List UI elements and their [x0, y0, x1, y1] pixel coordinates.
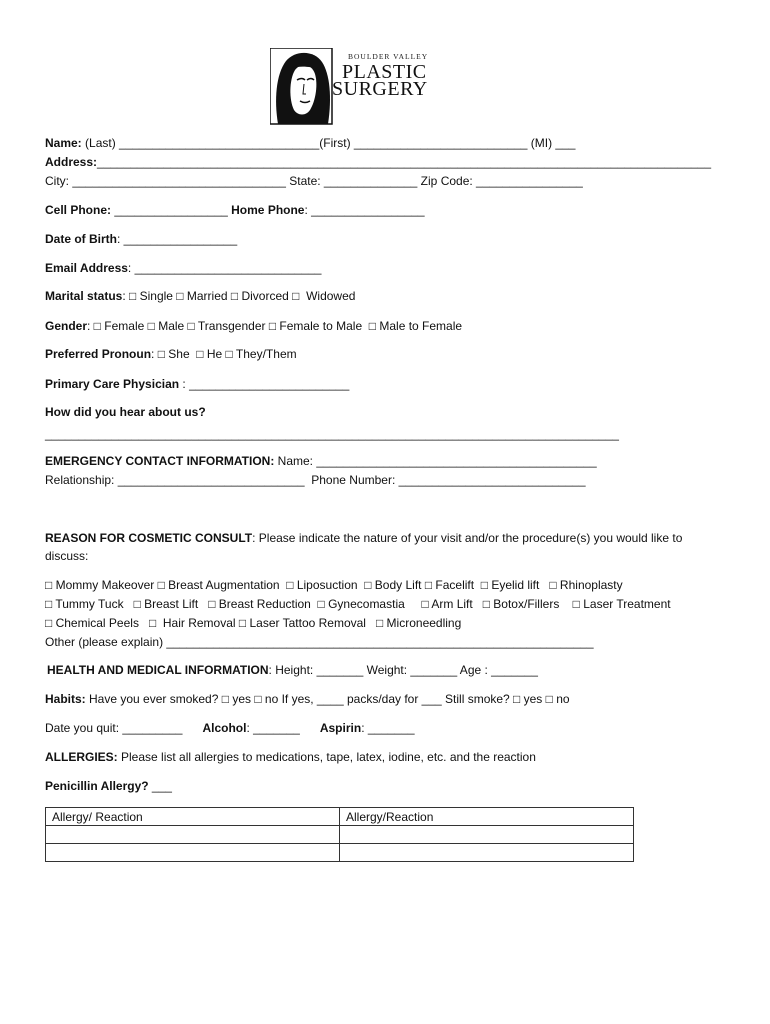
quit-alcohol-aspirin-row[interactable] [45, 720, 415, 736]
gender-options[interactable]: : □ Female □ Male □ Transgender □ Female to Male □ Male to Female [87, 319, 463, 333]
allergies-label: ALLERGIES: [45, 750, 118, 764]
pronoun-row[interactable] [45, 346, 297, 362]
penicillin-label: Penicillin Allergy? [45, 779, 149, 793]
pcp-label: Primary Care Physician [45, 377, 180, 391]
procedure-options-row-2[interactable]: □ Tummy Tuck □ Breast Lift □ Breast Reduction □ Gynecomastia □ Arm Lift □ Botox/Fillers □ Laser Treatment [45, 597, 671, 611]
name-fields[interactable]: (Last) ______________________________(First) __________________________ (MI) ___ [81, 136, 576, 150]
emergency-contact-name-field[interactable]: Name: __________________________________________ [274, 454, 597, 468]
habits-row[interactable] [45, 691, 570, 707]
email-row[interactable] [45, 260, 321, 276]
allergies-instructions: Please list all allergies to medications, tape, latex, iodine, etc. and the reaction [117, 750, 536, 764]
reason-instructions: : Please indicate the nature of your visit and/or the procedure(s) you would like to [252, 531, 683, 545]
home-phone-field[interactable]: : _________________ [304, 203, 425, 217]
logo-text-boulder-valley: BOULDER VALLEY [348, 52, 429, 61]
allergy-header-left: Allergy/ Reaction [46, 808, 340, 826]
name-row[interactable] [45, 135, 575, 151]
city-state-zip-row[interactable]: City: ________________________________ State: ______________ Zip Code: ________________ [45, 174, 583, 188]
marital-status-options[interactable]: : □ Single □ Married □ Divorced □ Widowed [122, 289, 356, 303]
penicillin-field[interactable]: ___ [148, 779, 172, 793]
phone-row[interactable] [45, 202, 425, 218]
allergies-row [45, 749, 536, 765]
allergy-table [45, 807, 634, 862]
alcohol-field[interactable]: : _______ [246, 721, 320, 735]
pronoun-label: Preferred Pronoun [45, 347, 152, 361]
clinic-logo [270, 48, 460, 126]
habits-label: Habits: [45, 692, 86, 706]
dob-row[interactable] [45, 231, 237, 247]
address-label: Address: [45, 155, 98, 169]
logo-text-surgery: SURGERY [332, 78, 428, 100]
emergency-contact-row[interactable] [45, 453, 597, 469]
dob-label: Date of Birth [45, 232, 117, 246]
procedure-options-row-1[interactable]: □ Mommy Makeover □ Breast Augmentation □ Liposuction □ Body Lift □ Facelift □ Eyelid lift □ Rhinoplasty [45, 578, 623, 592]
allergy-cell[interactable] [46, 844, 340, 862]
dob-field[interactable]: : _________________ [117, 232, 238, 246]
allergy-cell[interactable] [46, 826, 340, 844]
table-row [46, 808, 634, 826]
allergy-cell[interactable] [340, 826, 634, 844]
alcohol-label: Alcohol [202, 721, 247, 735]
pronoun-options[interactable]: : □ She □ He □ They/Them [151, 347, 297, 361]
aspirin-field[interactable]: : _______ [361, 721, 415, 735]
aspirin-label: Aspirin [319, 721, 362, 735]
name-label: Name: [45, 136, 82, 150]
penicillin-row[interactable] [45, 778, 172, 794]
reason-row [45, 530, 682, 546]
emergency-contact-label: EMERGENCY CONTACT INFORMATION: [45, 454, 275, 468]
cell-phone-field[interactable]: _________________ [111, 203, 232, 217]
reason-instructions-cont: discuss: [45, 549, 89, 563]
procedure-options-row-3[interactable]: □ Chemical Peels □ Hair Removal □ Laser Tattoo Removal □ Microneedling [45, 616, 462, 630]
home-phone-label: Home Phone [231, 203, 305, 217]
referral-question: How did you hear about us? [45, 405, 206, 419]
referral-answer-field[interactable]: ______________________________________________________________________________________ [45, 427, 619, 441]
marital-status-label: Marital status [45, 289, 123, 303]
smoking-fields[interactable]: Have you ever smoked? □ yes □ no If yes, ____ packs/day for ___ Still smoke? □ yes □ no [85, 692, 570, 706]
gender-label: Gender [45, 319, 88, 333]
logo-text-plastic: PLASTIC [342, 61, 427, 83]
gender-row[interactable] [45, 318, 462, 334]
health-info-label: HEALTH AND MEDICAL INFORMATION [47, 663, 269, 677]
table-row [46, 844, 634, 862]
quit-date-field[interactable]: Date you quit: _________ [45, 721, 203, 735]
health-info-row[interactable] [45, 662, 538, 678]
pcp-field[interactable]: : ________________________ [179, 377, 350, 391]
cell-phone-label: Cell Phone: [45, 203, 112, 217]
pcp-row[interactable] [45, 376, 349, 392]
marital-status-row[interactable] [45, 288, 355, 304]
address-field[interactable]: ____________________________________________________________________________________________ [97, 155, 712, 169]
allergy-cell[interactable] [340, 844, 634, 862]
allergy-header-right: Allergy/Reaction [340, 808, 634, 826]
woman-portrait-icon [270, 48, 340, 126]
email-label: Email Address [45, 261, 128, 275]
address-row[interactable] [45, 154, 711, 170]
relationship-phone-row[interactable]: Relationship: ____________________________ Phone Number: ____________________________ [45, 473, 586, 487]
reason-label: REASON FOR COSMETIC CONSULT [45, 531, 253, 545]
email-field[interactable]: : ____________________________ [127, 261, 322, 275]
other-procedure-field[interactable]: Other (please explain) ________________________________________________________________ [45, 635, 594, 649]
table-row [46, 826, 634, 844]
height-weight-age-fields[interactable]: : Height: _______ Weight: _______ Age : _______ [268, 663, 538, 677]
